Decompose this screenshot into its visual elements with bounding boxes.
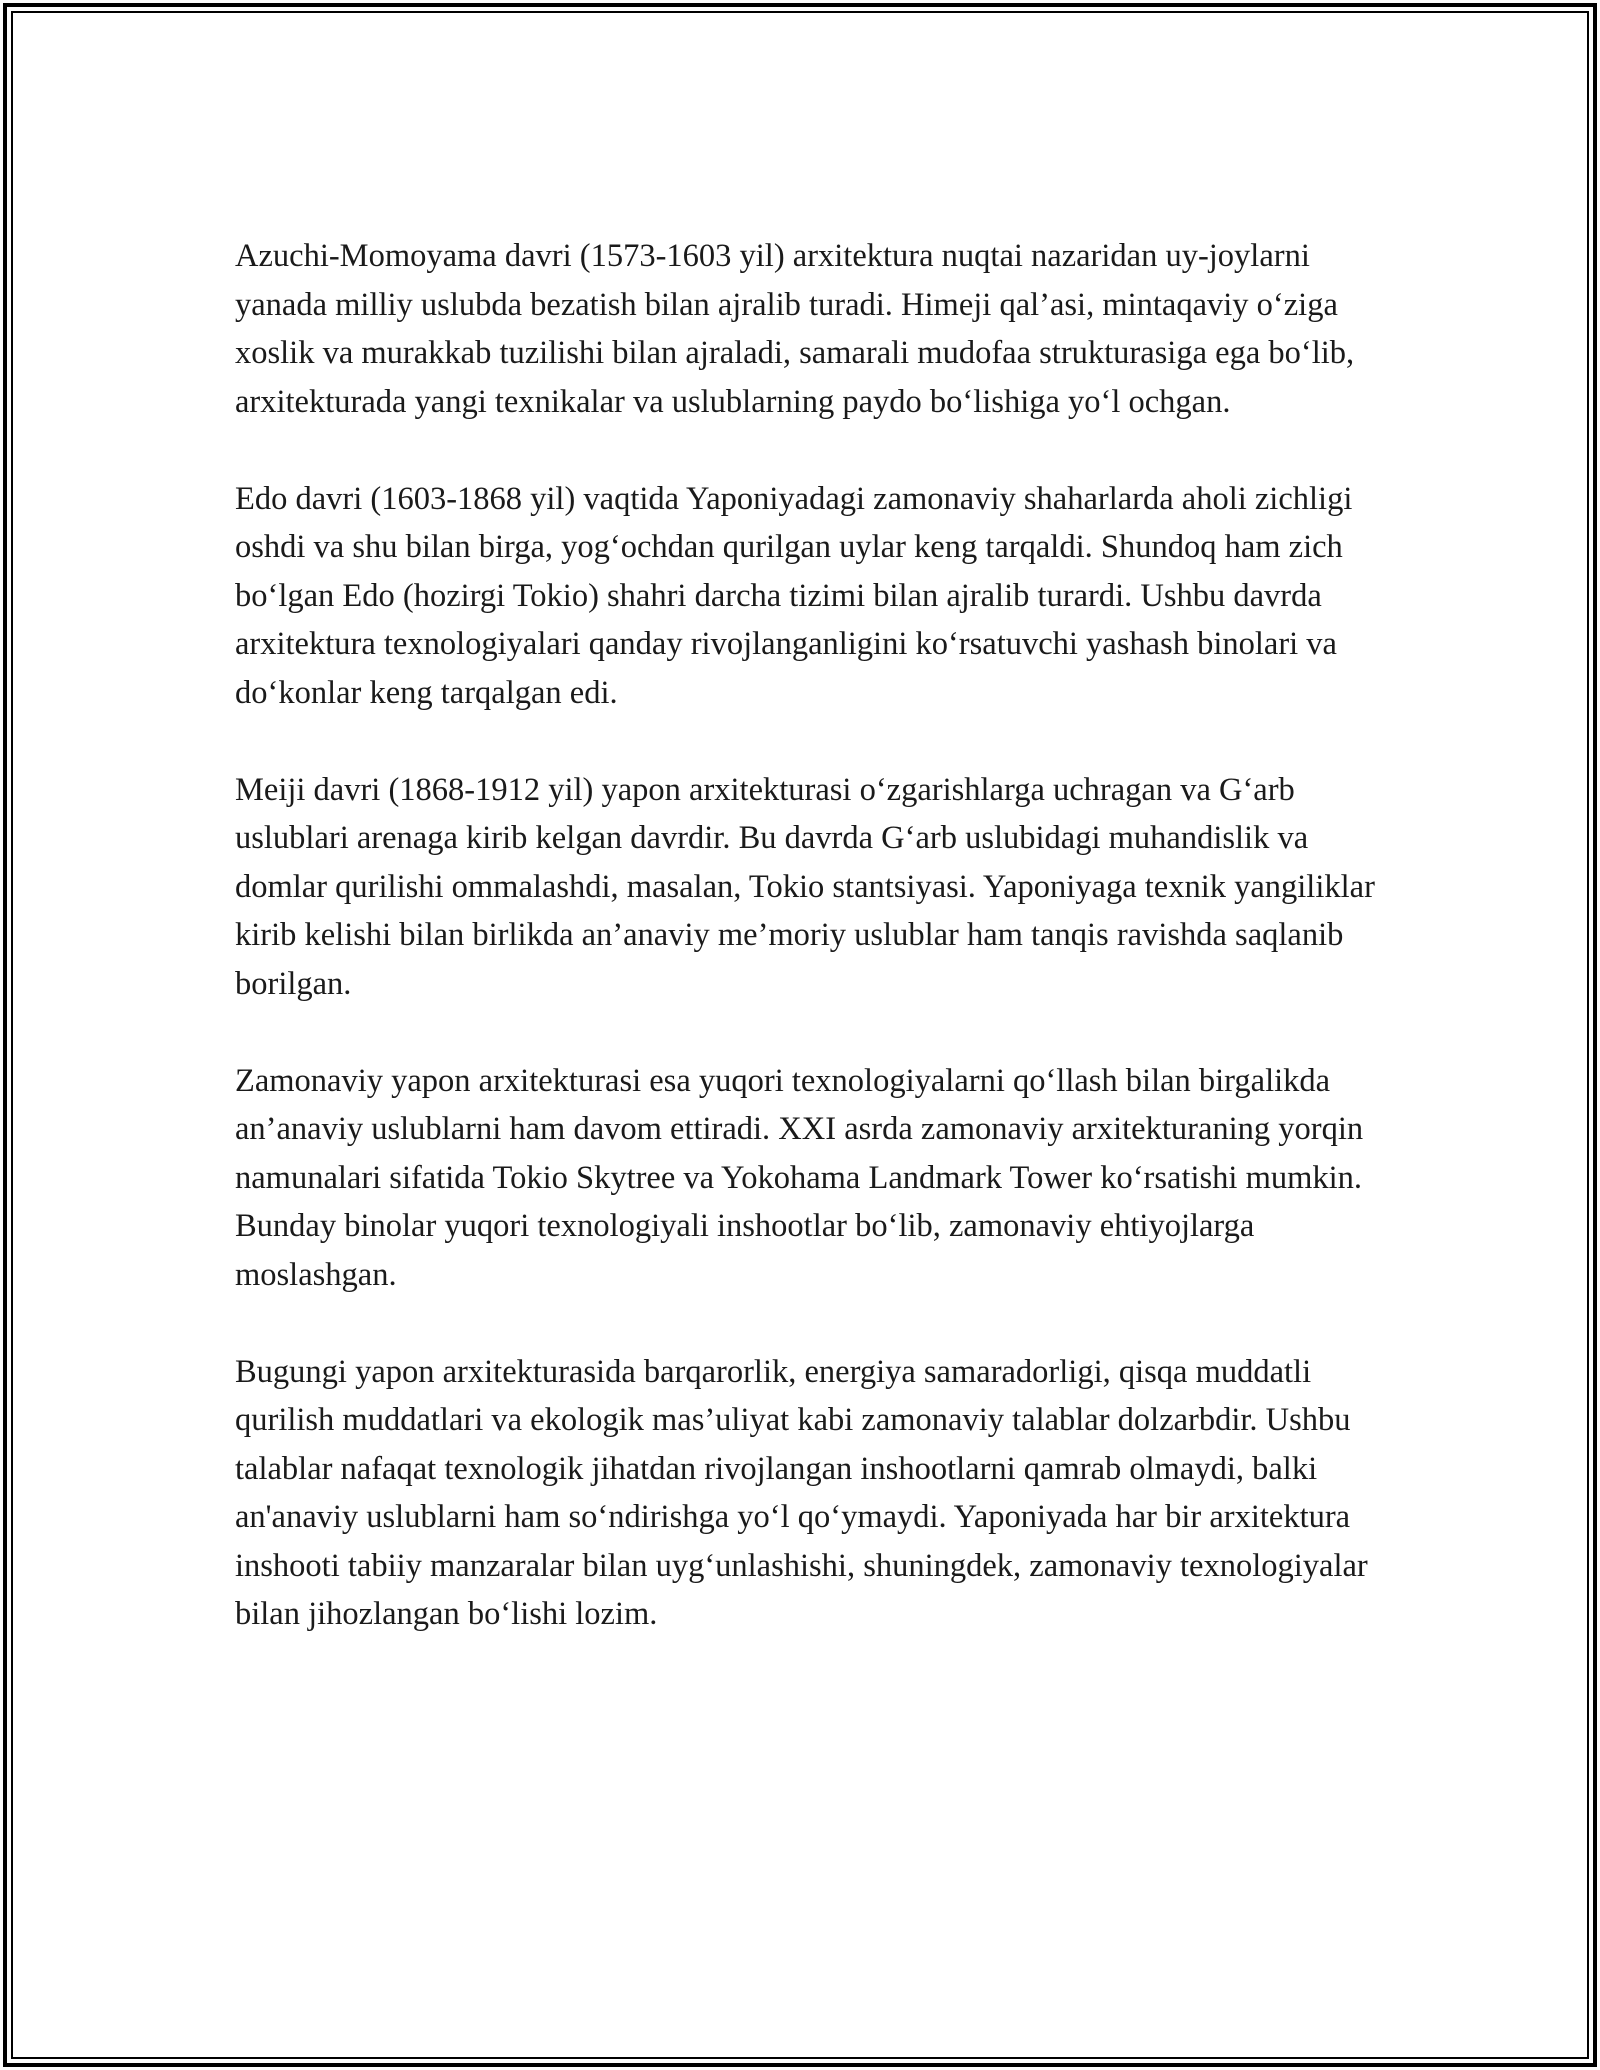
paragraph-azuchi-momoyama: Azuchi-Momoyama davri (1573-1603 yil) arxitektura nuqtai nazaridan uy-joylarni yanada milliy uslubda bezatish bilan ajralib turadi. Himeji qal’asi, mintaqaviy o‘ziga xoslik va murakkab tuzilishi bilan ajraladi, samarali mudofaa strukturasiga ega bo‘lib, arxitekturada yangi texnikalar va uslublarning paydo bo‘lishiga yo‘l ochgan. [235, 238, 1355, 420]
paragraph-edo: Edo davri (1603-1868 yil) vaqtida Yaponiyadagi zamonaviy shaharlarda aholi zichligi oshdi va shu bilan birga, yog‘ochdan qurilgan uylar keng tarqaldi. Shundoq ham zich bo‘lgan Edo (hozirgi Tokio) shahri darcha tizimi bilan ajralib turardi. Ushbu davrda arxitektura texnologiyalari qanday rivojlanganligini ko‘rsatuvchi yashash binolari va do‘konlar keng tarqalgan edi. [235, 480, 1353, 711]
document-body [235, 232, 1375, 1687]
paragraph-modern: Zamonaviy yapon arxitekturasi esa yuqori texnologiyalarni qo‘llash bilan birgalikda an’anaviy uslublarni ham davom ettiradi. XXI asrda zamonaviy arxitekturaning yorqin namunalari sifatida Tokio Skytree va Yokohama Landmark Tower ko‘rsatishi mumkin. Bunday binolar yuqori texnologiyali inshootlar bo‘lib, zamonaviy ehtiyojlarga moslashgan. [235, 1062, 1364, 1293]
paragraph-meiji: Meiji davri (1868-1912 yil) yapon arxitekturasi o‘zgarishlarga uchragan va G‘arb uslublari arenaga kirib kelgan davrdir. Bu davrda G‘arb uslubidagi muhandislik va domlar qurilishi ommalashdi, masalan, Tokio stantsiyasi. Yaponiyaga texnik yangiliklar kirib kelishi bilan birlikda an’anaviy me’moriy uslublar ham tanqis ravishda saqlanib borilgan. [235, 771, 1375, 1002]
paragraph-today: Bugungi yapon arxitekturasida barqarorlik, energiya samaradorligi, qisqa muddatli qurilish muddatlari va ekologik mas’uliyat kabi zamonaviy talablar dolzarbdir. Ushbu talablar nafaqat texnologik jihatdan rivojlangan inshootlarni qamrab olmaydi, balki an'anaviy uslublarni ham so‘ndirishga yo‘l qo‘ymaydi. Yaponiyada har bir arxitektura inshooti tabiiy manzaralar bilan uyg‘unlashishi, shuningdek, zamonaviy texnologiyalar bilan jihozlangan bo‘lishi lozim. [235, 1353, 1368, 1632]
